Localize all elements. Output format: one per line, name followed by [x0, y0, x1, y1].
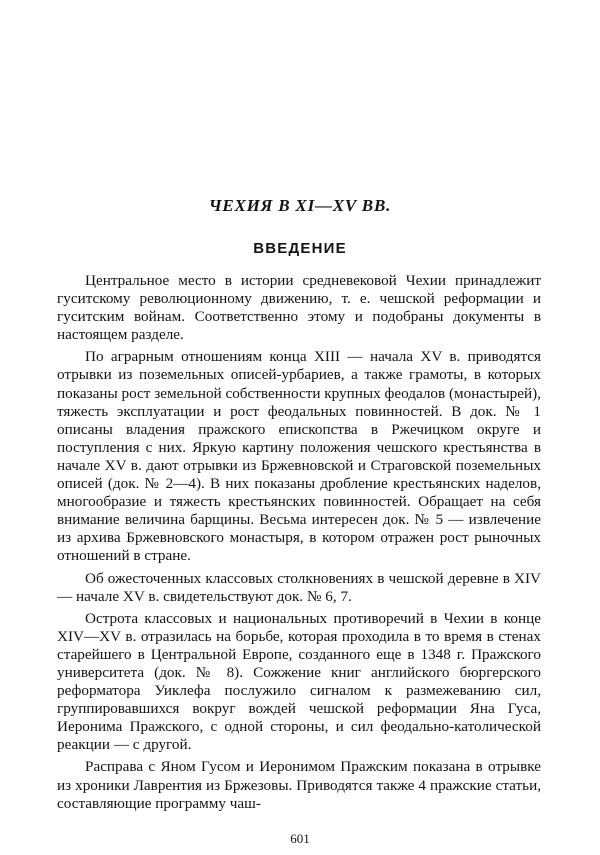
- page-number: 601: [290, 831, 310, 846]
- paragraph: Острота классовых и национальных противоречий в Чехии в конце XIV—XV в. отразилась на борьбе, которая проходила в то время в стенах старейшего в Центральной Европе, созданного еще в 1348 г. Пражского университета (док. № 8). Сожжение книг английского бюргерского реформатора Уиклефа послужило сигналом к размежеванию сил, группировавшихся вокруг вождей чешской реформации Яна Гуса, Иеронима Пражского, с одной стороны, и сил феодально-католической реакции — с другой.: [57, 609, 541, 754]
- body-text: [57, 272, 541, 817]
- paragraph: Об ожесточенных классовых столкновениях в чешской деревне в XIV — начале XV в. свидетельствуют док. № 6, 7.: [57, 569, 541, 605]
- section-title: ЧЕХИЯ В XI—XV ВВ.: [208, 196, 392, 215]
- paragraph: Центральное место в истории средневековой Чехии принадлежит гуситскому революционному движению, т. е. чешской реформации и гуситским войнам. Соответственно этому и подобраны документы в настоящем разделе.: [57, 272, 541, 344]
- paragraph: По аграрным отношениям конца XIII — начала XV в. приводятся отрывки из поземельных описей-урбариев, а также грамоты, в которых показаны рост земельной собственности крупных феодалов (монастырей), тяжесть эксплуатации и рост феодальных повинностей. В док. № 1 описаны владения пражского епископства в Ржечицком округе и поступления с них. Яркую картину положения чешского крестьянства в начале XV в. дают отрывки из Бржевновской и Страговской поземельных описей (док. № 2—4). В них показаны дробление крестьянских наделов, многообразие и тяжесть крестьянских повинностей. Обращает на себя внимание величина барщины. Весьма интересен док. № 5 — извлечение из архива Бржевновского монастыря, в котором отражен рост рыночных отношений в стране.: [57, 348, 541, 565]
- paragraph: Расправа с Яном Гусом и Иеронимом Пражским показана в отрывке из хроники Лаврентия из Бржезовы. Приводятся также 4 пражские статьи, составляющие программу чаш-: [57, 758, 541, 812]
- introduction-heading: ВВЕДЕНИЕ: [253, 240, 347, 257]
